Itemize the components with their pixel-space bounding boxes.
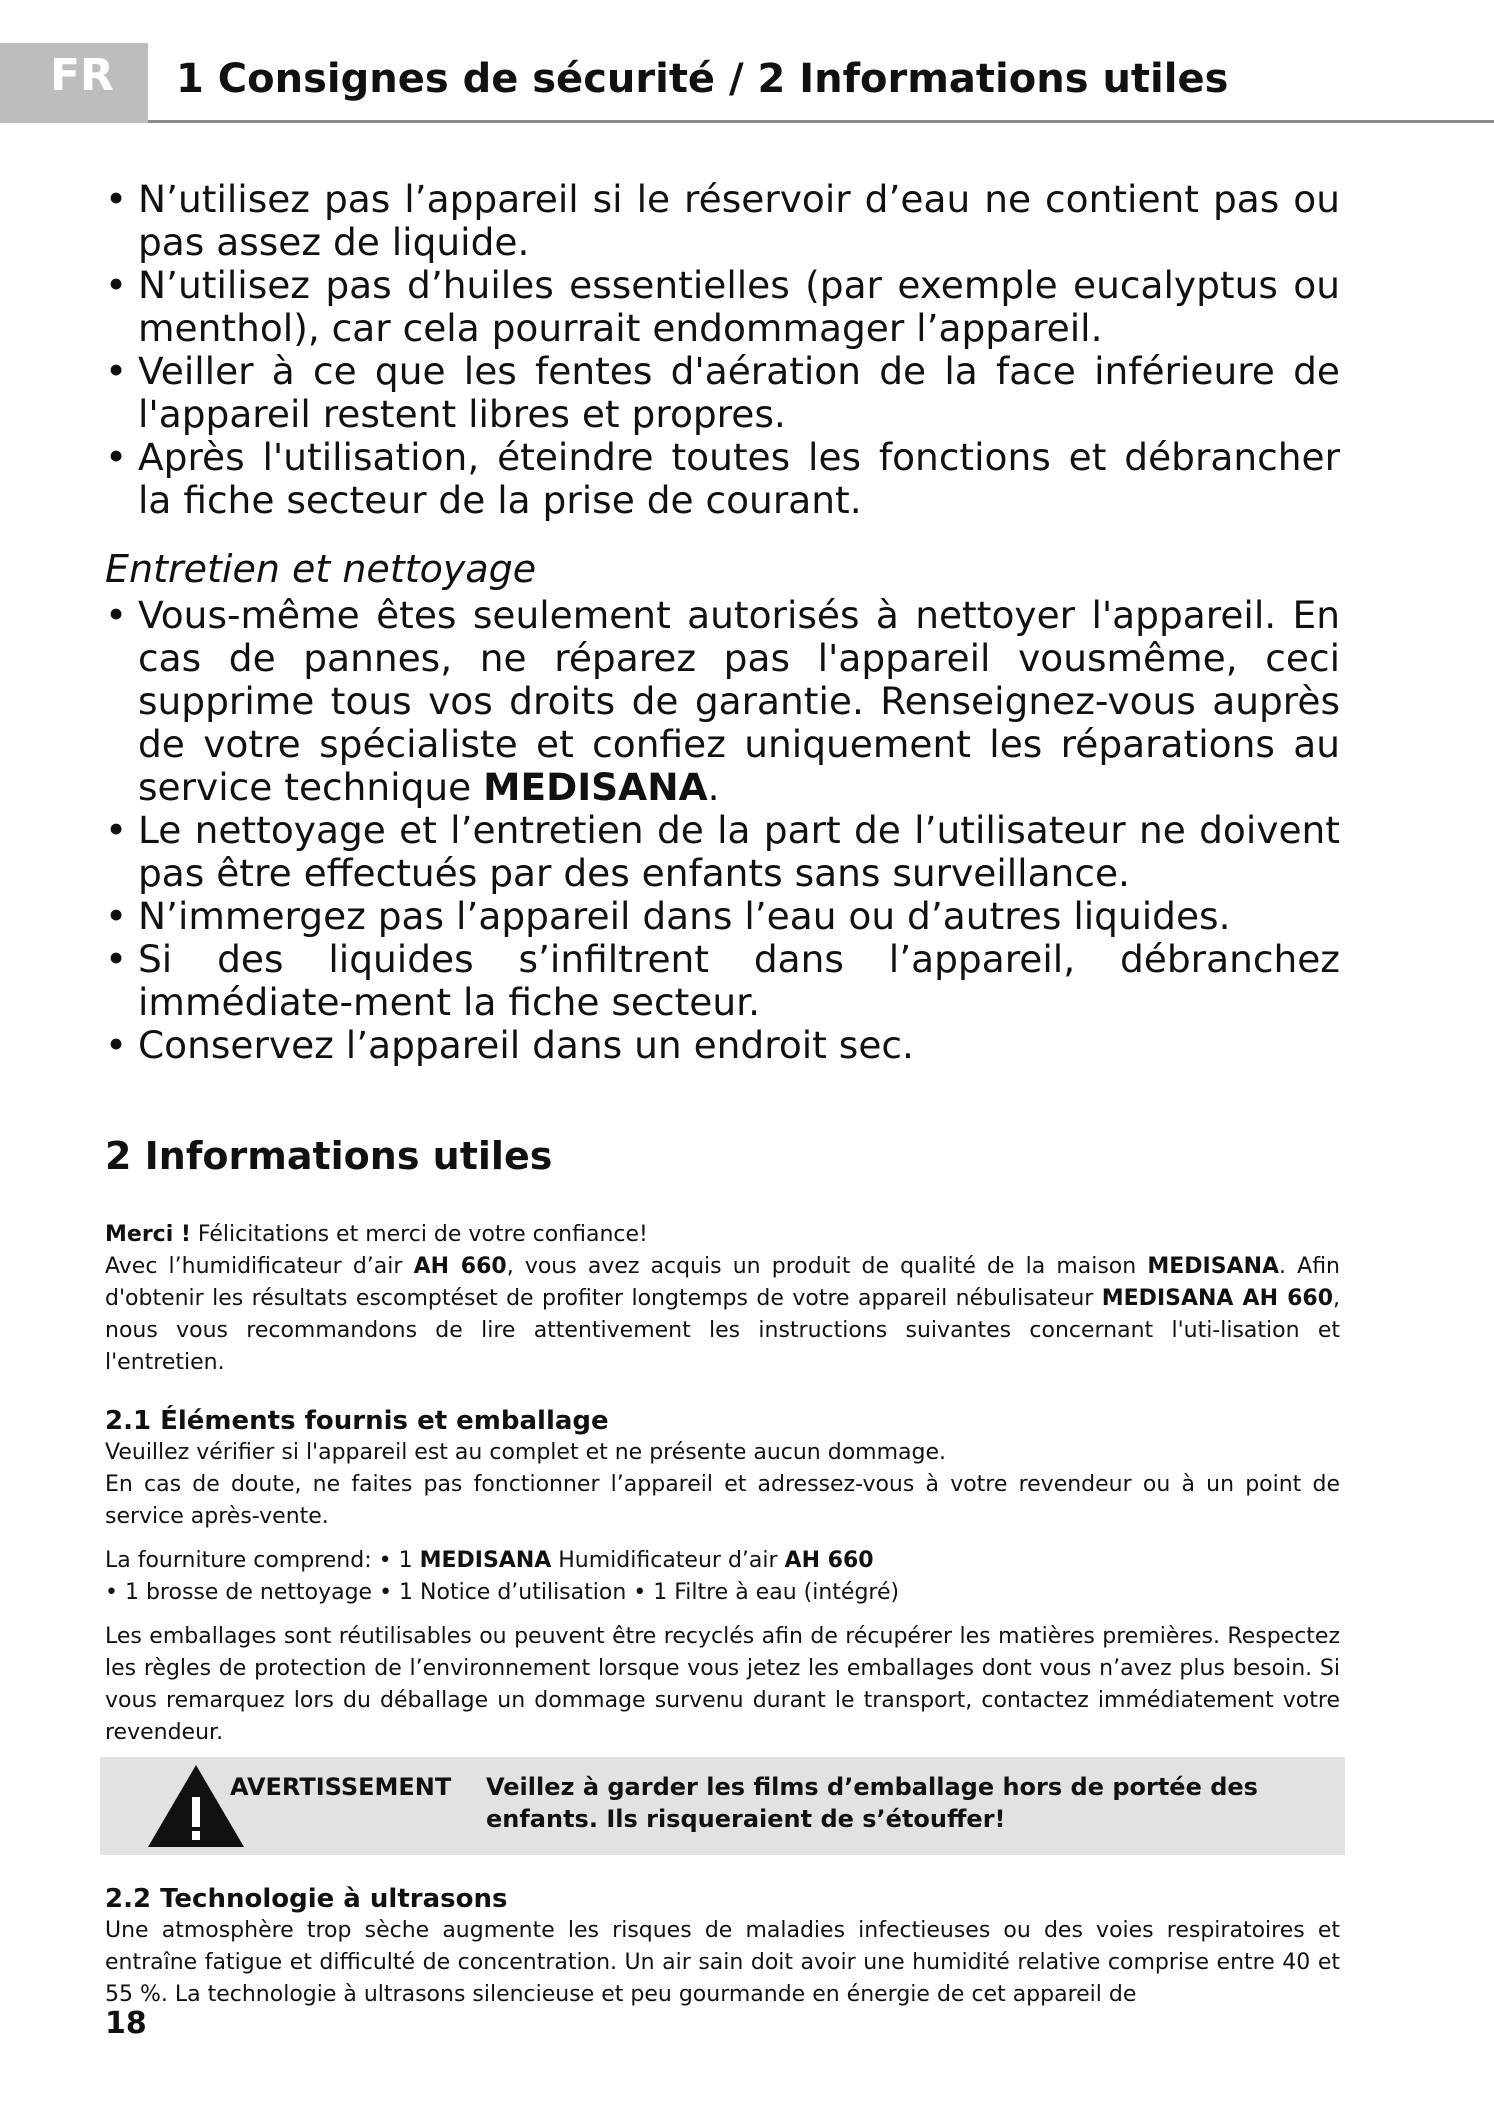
warning-box xyxy=(100,1757,1345,1855)
paragraph: Une atmosphère trop sèche augmente les risques de maladies infectieuses ou des voies respiratoires et entraîne fatigue et difficulté de concentration. Un air sain doit avoir une humidité relative comprise entre 40 et 55 %. La technologie à ultrasons silencieuse et peu gourmande en énergie de cet appareil de xyxy=(105,1918,1340,2007)
brand-name: MEDISANA xyxy=(483,765,708,809)
header-rule xyxy=(148,120,1494,123)
warning-label: AVERTISSEMENT xyxy=(230,1773,452,1801)
paragraph: Veuillez vérifier si l'appareil est au complet et ne présente aucun dommage. xyxy=(105,1440,947,1465)
page-header-title: 1 Consignes de sécurité / 2 Informations utiles xyxy=(176,56,1229,102)
intro-paragraph: Avec l’humidificateur d’air AH 660, vous avez acquis un produit de qualité de la maison MEDISANA. Afin d'obtenir les résultats escomptéset de profiter longtemps de votre appareil nébulisateur MEDISANA AH 660, nous vous recommandons de lire attentivement les instructions suivantes concernant l'uti-lisation et l'entretien. xyxy=(105,1254,1340,1375)
section-2-1 xyxy=(105,1405,1340,1749)
list-item: • Vous-même êtes seulement autorisés à nettoyer l'appareil. En cas de pannes, ne réparez pas l'appareil vousmême, ceci supprime tous vos droits de garantie. Renseignez-vous auprès de votre spécialiste et confiez uniquement les réparations au service technique MEDISANA. xyxy=(105,594,1340,809)
page-number: 18 xyxy=(105,2006,147,2041)
safety-list xyxy=(105,178,1340,522)
language-tab: FR xyxy=(0,43,148,123)
supply-list: • 1 brosse de nettoyage • 1 Notice d’utilisation • 1 Filtre à eau (intégré) xyxy=(105,1580,900,1605)
maintenance-heading: Entretien et nettoyage xyxy=(105,547,537,591)
list-item: • N’utilisez pas d’huiles essentielles (par exemple eucalyptus ou menthol), car cela pourrait endommager l’appareil. xyxy=(105,264,1340,350)
merci-paragraph: Merci ! Félicitations et merci de votre confiance! xyxy=(105,1222,648,1247)
section-heading-informations: 2 Informations utiles xyxy=(105,1134,553,1178)
list-item: • Conservez l’appareil dans un endroit sec. xyxy=(105,1024,1340,1067)
maintenance-list xyxy=(105,594,1340,1067)
section-2-2-heading: 2.2 Technologie à ultrasons xyxy=(105,1884,508,1914)
info-intro xyxy=(105,1219,1340,1379)
section-2-2 xyxy=(105,1883,1340,2011)
paragraph: En cas de doute, ne faites pas fonctionner l’appareil et adressez-vous à votre revendeur ou à un point de service après-vente. xyxy=(105,1472,1340,1529)
list-item: • N’immergez pas l’appareil dans l’eau ou d’autres liquides. xyxy=(105,895,1340,938)
list-item: • Après l'utilisation, éteindre toutes les fonctions et débrancher la fiche secteur de la prise de courant. xyxy=(105,436,1340,522)
list-item: • N’utilisez pas l’appareil si le réservoir d’eau ne contient pas ou pas assez de liquide. xyxy=(105,178,1340,264)
list-item: • Si des liquides s’infiltrent dans l’appareil, débranchez immédiate-ment la fiche secteur. xyxy=(105,938,1340,1024)
supply-paragraph: La fourniture comprend: • 1 MEDISANA Humidificateur d’air AH 660 xyxy=(105,1548,874,1573)
section-2-1-heading: 2.1 Éléments fournis et emballage xyxy=(105,1406,609,1436)
warning-text: Veillez à garder les films d’emballage hors de portée des enfants. Ils risqueraient de s’étouffer! xyxy=(486,1773,1258,1833)
paragraph: Les emballages sont réutilisables ou peuvent être recyclés afin de récupérer les matières premières. Respectez les règles de protection de l’environnement lorsque vous jetez les emballages dont vous n’avez plus besoin. Si vous remarquez lors du déballage un dommage survenu durant le transport, contactez immédiatement votre revendeur. xyxy=(105,1624,1340,1745)
page-content xyxy=(105,178,1340,2011)
list-item: • Le nettoyage et l’entretien de la part de l’utilisateur ne doivent pas être effectués par des enfants sans surveillance. xyxy=(105,809,1340,895)
list-item: • Veiller à ce que les fentes d'aération de la face inférieure de l'appareil restent libres et propres. xyxy=(105,350,1340,436)
